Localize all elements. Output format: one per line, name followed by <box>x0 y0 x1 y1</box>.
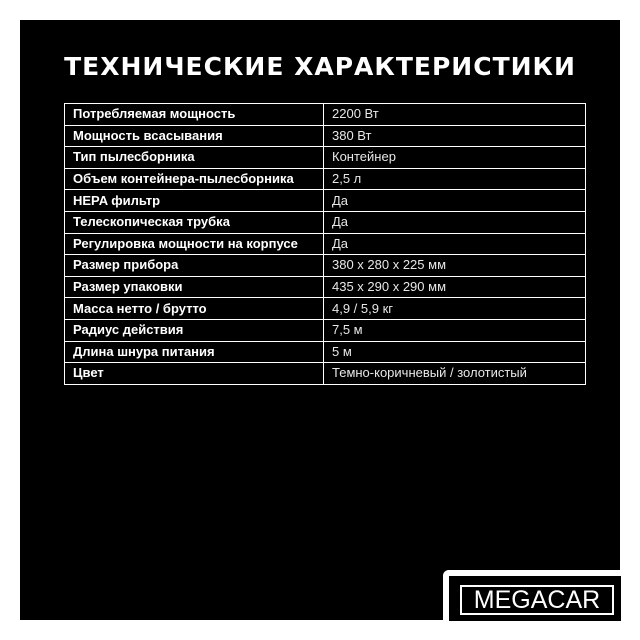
spec-value: Да <box>324 233 586 255</box>
table-row <box>65 125 586 147</box>
spec-value: 2,5 л <box>324 168 586 190</box>
spec-param: Размер упаковки <box>65 276 324 298</box>
spec-param: Потребляемая мощность <box>65 104 324 126</box>
spec-value: 380 Вт <box>324 125 586 147</box>
brand-logo-text: MEGACAR <box>473 586 601 614</box>
specs-table <box>64 103 586 385</box>
spec-param: Масса нетто / брутто <box>65 298 324 320</box>
spec-value: Темно-коричневый / золотистый <box>324 363 586 385</box>
table-row <box>65 255 586 277</box>
spec-value: 380 х 280 х 225 мм <box>324 255 586 277</box>
brand-logo-corner <box>443 570 621 621</box>
page-title: ТЕХНИЧЕСКИЕ ХАРАКТЕРИСТИКИ <box>64 52 576 81</box>
spec-param: Регулировка мощности на корпусе <box>65 233 324 255</box>
spec-value: Да <box>324 190 586 212</box>
spec-param: Радиус действия <box>65 319 324 341</box>
table-row <box>65 341 586 363</box>
spec-param: Размер прибора <box>65 255 324 277</box>
spec-value: Да <box>324 211 586 233</box>
spec-value: 2200 Вт <box>324 104 586 126</box>
table-row <box>65 233 586 255</box>
table-row <box>65 147 586 169</box>
spec-param: Длина шнура питания <box>65 341 324 363</box>
spec-param: Цвет <box>65 363 324 385</box>
brand-logo-frame <box>460 585 614 615</box>
spec-param: HEPA фильтр <box>65 190 324 212</box>
table-row <box>65 104 586 126</box>
spec-value: 4,9 / 5,9 кг <box>324 298 586 320</box>
spec-param: Объем контейнера-пылесборника <box>65 168 324 190</box>
spec-value: 7,5 м <box>324 319 586 341</box>
table-row <box>65 190 586 212</box>
table-row <box>65 211 586 233</box>
table-row <box>65 168 586 190</box>
table-row <box>65 319 586 341</box>
spec-value: 5 м <box>324 341 586 363</box>
spec-param: Телескопическая трубка <box>65 211 324 233</box>
spec-value: 435 х 290 х 290 мм <box>324 276 586 298</box>
table-row <box>65 363 586 385</box>
table-row <box>65 298 586 320</box>
spec-param: Тип пылесборника <box>65 147 324 169</box>
spec-value: Контейнер <box>324 147 586 169</box>
table-row <box>65 276 586 298</box>
spec-param: Мощность всасывания <box>65 125 324 147</box>
